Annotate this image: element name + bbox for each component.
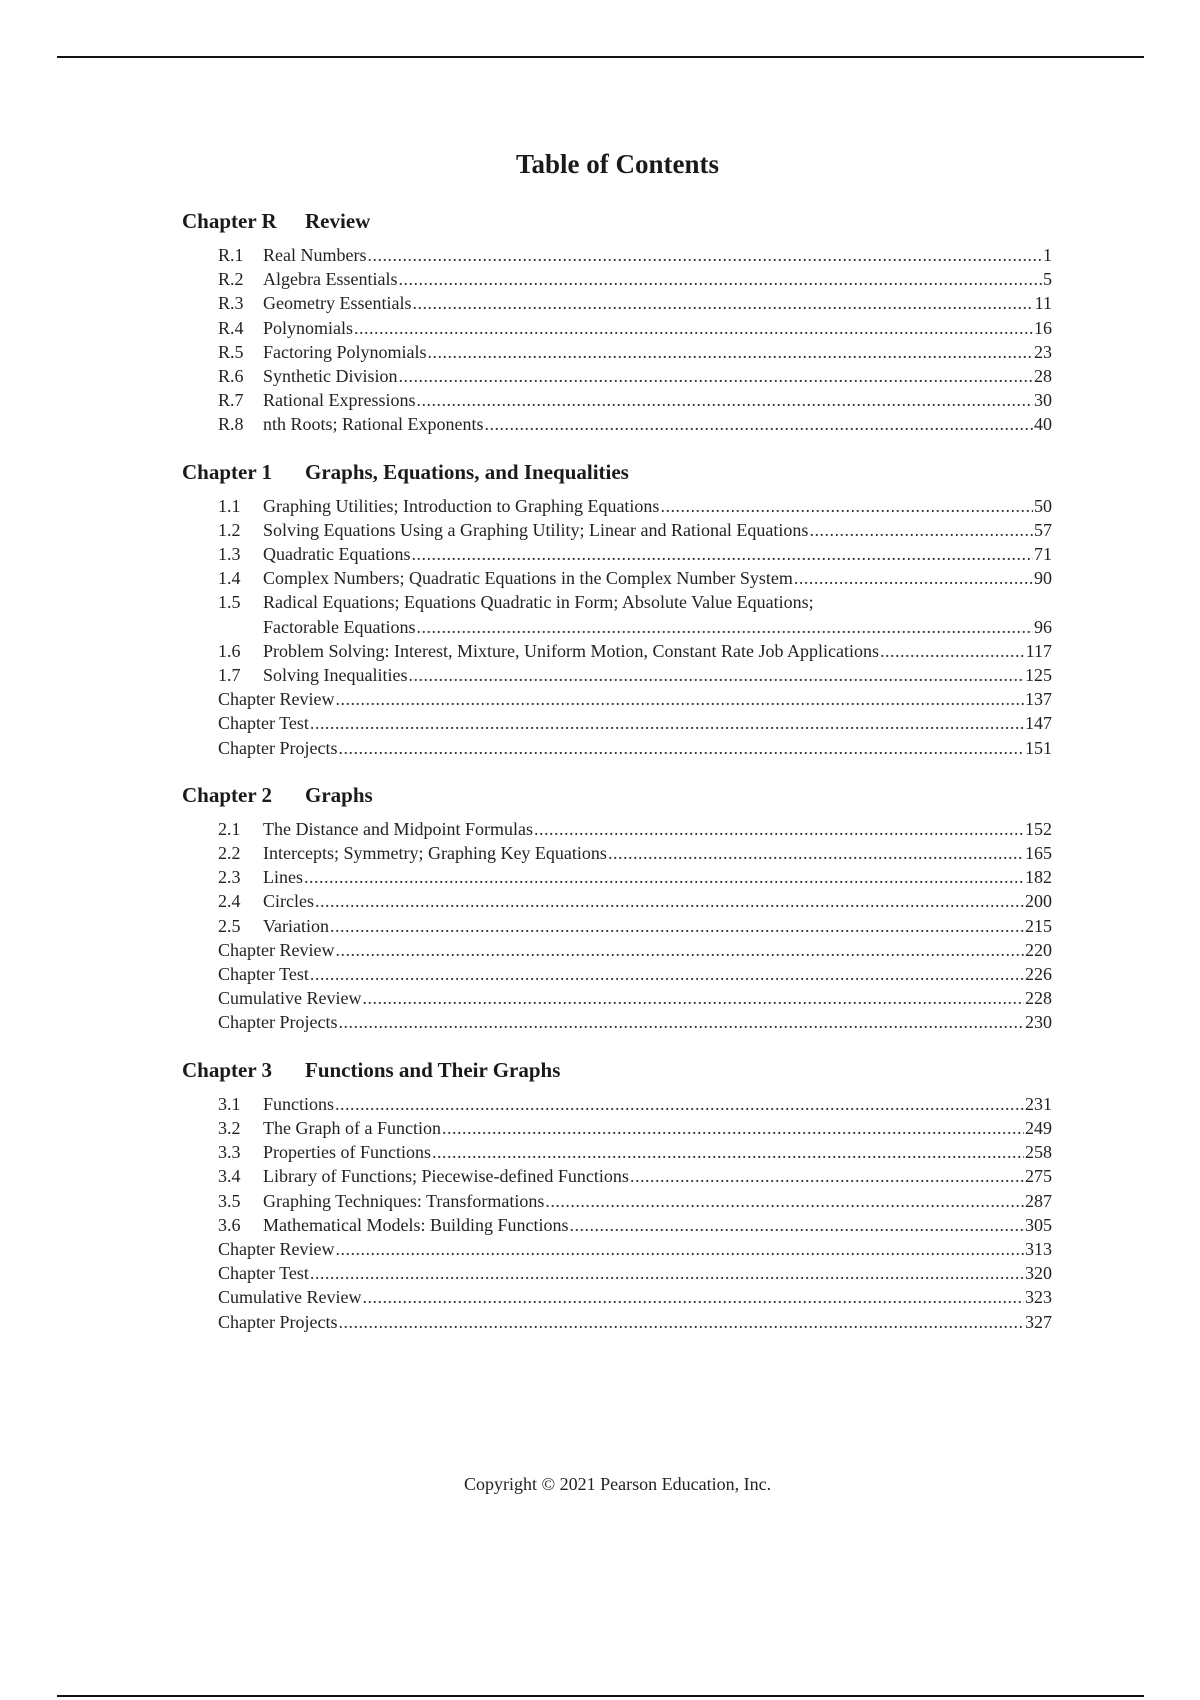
toc-entry[interactable]	[218, 865, 1052, 889]
dot-leader	[428, 340, 1034, 364]
entry-second-line	[218, 615, 1052, 639]
entry-title: nth Roots; Rational Exponents	[263, 414, 484, 435]
toc-entry[interactable]	[218, 494, 1052, 518]
toc-entry[interactable]	[218, 316, 1052, 340]
dot-leader	[608, 841, 1024, 865]
toc-entry[interactable]	[218, 1116, 1052, 1140]
entry-title: Cumulative Review	[218, 988, 362, 1009]
entry-page: 226	[1025, 964, 1052, 985]
entry-title: Solving Equations Using a Graphing Utility; Linear and Rational Equations	[263, 519, 809, 540]
entry-number: 1.7	[218, 665, 241, 686]
entry-page: 182	[1025, 867, 1052, 888]
entry-title: Graphing Utilities; Introduction to Graphing Equations	[263, 495, 660, 516]
entry-title: Geometry Essentials	[263, 293, 412, 314]
dot-leader	[354, 316, 1033, 340]
chapter-entries	[182, 243, 1052, 437]
toc-entry[interactable]	[218, 1285, 1052, 1309]
toc-entry[interactable]	[218, 1164, 1052, 1188]
entry-number: 2.2	[218, 843, 241, 864]
entry-title: Chapter Review	[218, 939, 335, 960]
entry-title: Solving Inequalities	[263, 665, 408, 686]
entry-title-continued: Factorable Equations	[263, 616, 416, 637]
entry-number: 3.6	[218, 1214, 241, 1235]
entry-title: Intercepts; Symmetry; Graphing Key Equations	[263, 843, 607, 864]
chapter-name: Graphs	[305, 782, 373, 807]
toc-entry[interactable]	[218, 1261, 1052, 1285]
toc-entry[interactable]	[218, 711, 1052, 735]
entry-page: 152	[1025, 818, 1052, 839]
entry-title: Complex Numbers; Quadratic Equations in the Complex Number System	[263, 568, 793, 589]
dot-leader	[315, 889, 1024, 913]
entry-title: The Distance and Midpoint Formulas	[263, 818, 533, 839]
toc-entry[interactable]	[218, 1189, 1052, 1213]
entry-title: Algebra Essentials	[263, 269, 398, 290]
entry-number: 2.3	[218, 867, 241, 888]
chapter-entries	[182, 494, 1052, 760]
entry-title: Lines	[263, 867, 303, 888]
copyright-notice: Copyright © 2021 Pearson Education, Inc.	[463, 1474, 772, 1494]
dot-leader	[310, 711, 1024, 735]
entry-title: Polynomials	[263, 317, 354, 338]
entry-number: 2.5	[218, 915, 241, 936]
entry-page: 11	[1034, 293, 1052, 314]
entry-title: Chapter Review	[218, 689, 335, 710]
toc-entry[interactable]	[218, 1140, 1052, 1164]
entry-title: Properties of Functions	[263, 1142, 431, 1163]
entry-page: 16	[1034, 317, 1052, 338]
toc-entry[interactable]	[218, 841, 1052, 865]
entry-number: 1.5	[218, 592, 241, 613]
entry-number: R.3	[218, 293, 244, 314]
entry-first-line	[218, 590, 1052, 614]
entry-page: 40	[1034, 414, 1052, 435]
entry-page: 258	[1025, 1142, 1052, 1163]
toc-entry[interactable]	[218, 542, 1052, 566]
dot-leader	[367, 243, 1042, 267]
chapter-heading	[182, 1052, 1052, 1088]
toc-entry[interactable]	[218, 291, 1052, 315]
entry-title: Chapter Test	[218, 964, 309, 985]
toc-entry[interactable]	[218, 962, 1052, 986]
dot-leader	[880, 639, 1025, 663]
dot-leader	[809, 518, 1033, 542]
entry-title: Variation	[263, 915, 329, 936]
dot-leader	[660, 494, 1033, 518]
entry-page: 323	[1025, 1287, 1052, 1308]
toc-entry[interactable]	[218, 889, 1052, 913]
entry-number: 3.5	[218, 1190, 241, 1211]
toc-entry[interactable]	[218, 590, 1052, 638]
chapter-heading	[182, 454, 1052, 490]
entry-title: Cumulative Review	[218, 1287, 362, 1308]
toc-entry[interactable]	[218, 566, 1052, 590]
dot-leader	[335, 1237, 1024, 1261]
toc-entry[interactable]	[218, 340, 1052, 364]
entry-title: Library of Functions; Piecewise-defined Functions	[263, 1166, 629, 1187]
entry-number: 2.1	[218, 818, 241, 839]
chapter-entries	[182, 817, 1052, 1035]
toc-entry[interactable]	[218, 938, 1052, 962]
entry-number: 3.1	[218, 1093, 241, 1114]
entry-title: Chapter Projects	[218, 737, 338, 758]
entry-number: 1.1	[218, 495, 241, 516]
dot-leader	[545, 1189, 1024, 1213]
toc-entry[interactable]	[218, 687, 1052, 711]
dot-leader	[399, 364, 1034, 388]
toc-entry[interactable]	[218, 388, 1052, 412]
chapter-label: Chapter 2	[182, 782, 273, 807]
chapter-r	[182, 203, 1052, 437]
dot-leader	[794, 566, 1033, 590]
entry-number: R.7	[218, 390, 244, 411]
entry-title: Quadratic Equations	[263, 544, 411, 565]
dot-leader	[411, 542, 1033, 566]
entry-page: 230	[1025, 1012, 1052, 1033]
entry-number: R.8	[218, 414, 244, 435]
entry-number: 3.4	[218, 1166, 241, 1187]
toc-entry[interactable]	[218, 412, 1052, 436]
toc-entry[interactable]	[218, 663, 1052, 687]
entry-number: 1.4	[218, 568, 241, 589]
chapter-heading	[182, 203, 1052, 239]
toc-entry[interactable]	[218, 817, 1052, 841]
entry-title: Problem Solving: Interest, Mixture, Uniform Motion, Constant Rate Job Applications	[263, 640, 879, 661]
dot-leader	[338, 736, 1024, 760]
entry-page: 215	[1025, 915, 1052, 936]
dot-leader	[335, 938, 1024, 962]
entry-number: 3.3	[218, 1142, 241, 1163]
dot-leader	[398, 267, 1042, 291]
dot-leader	[416, 388, 1033, 412]
entry-page: 228	[1025, 988, 1052, 1009]
dot-leader	[310, 1261, 1024, 1285]
entry-page: 287	[1025, 1190, 1052, 1211]
entry-page: 327	[1025, 1311, 1052, 1332]
entry-number: R.5	[218, 341, 244, 362]
toc-entry[interactable]	[218, 1010, 1052, 1034]
entry-page: 5	[1043, 269, 1052, 290]
toc-entry[interactable]	[218, 914, 1052, 938]
entry-title: Graphing Techniques: Transformations	[263, 1190, 545, 1211]
chapter-2	[182, 777, 1052, 1035]
entry-page: 151	[1025, 737, 1052, 758]
entry-page: 96	[1034, 616, 1052, 637]
toc-entry[interactable]	[218, 518, 1052, 542]
chapter-heading	[182, 777, 1052, 813]
entry-title: Factoring Polynomials	[263, 341, 427, 362]
entry-page: 231	[1025, 1093, 1052, 1114]
chapter-1	[182, 454, 1052, 760]
entry-title: Mathematical Models: Building Functions	[263, 1214, 569, 1235]
toc-entry[interactable]	[218, 364, 1052, 388]
toc-entry[interactable]	[218, 1310, 1052, 1334]
entry-title: Chapter Projects	[218, 1311, 338, 1332]
dot-leader	[416, 615, 1033, 639]
dot-leader	[310, 962, 1024, 986]
chapter-name: Review	[305, 209, 371, 233]
dot-leader	[569, 1213, 1024, 1237]
entry-number: R.2	[218, 269, 244, 290]
entry-page: 1	[1043, 245, 1052, 265]
dot-leader	[630, 1164, 1024, 1188]
dot-leader	[335, 687, 1024, 711]
entry-number: R.4	[218, 317, 244, 338]
entry-page: 125	[1025, 665, 1052, 686]
entry-page: 147	[1025, 713, 1052, 734]
dot-leader	[338, 1010, 1024, 1034]
chapter-3	[182, 1052, 1052, 1334]
entry-number: 1.2	[218, 519, 241, 540]
entry-page: 57	[1034, 519, 1052, 540]
entry-page: 275	[1025, 1166, 1052, 1187]
entry-title: Rational Expressions	[263, 390, 416, 411]
entry-title: The Graph of a Function	[263, 1117, 441, 1138]
dot-leader	[338, 1310, 1024, 1334]
entry-number: R.6	[218, 366, 244, 387]
entry-title: Real Numbers	[263, 245, 367, 265]
chapter-name: Graphs, Equations, and Inequalities	[305, 459, 629, 484]
toc-entry[interactable]	[218, 986, 1052, 1010]
entry-number: 1.6	[218, 640, 241, 661]
entry-number: 2.4	[218, 891, 241, 912]
dot-leader	[330, 914, 1024, 938]
chapter-entries	[182, 1092, 1052, 1334]
entry-page: 249	[1025, 1117, 1052, 1138]
chapter-label: Chapter 1	[182, 459, 273, 484]
top-rule	[57, 56, 1144, 58]
entry-page: 320	[1025, 1263, 1052, 1284]
dot-leader	[485, 412, 1034, 436]
entry-page: 200	[1025, 891, 1052, 912]
entry-page: 50	[1034, 495, 1052, 516]
toc-entry[interactable]	[218, 243, 1052, 267]
entry-page: 23	[1034, 341, 1052, 362]
entry-title: Chapter Projects	[218, 1012, 338, 1033]
entry-title: Functions	[263, 1093, 335, 1114]
entry-title: Chapter Review	[218, 1238, 335, 1259]
chapter-label: Chapter 3	[182, 1057, 273, 1082]
entry-page: 137	[1025, 689, 1052, 710]
toc-entry[interactable]	[218, 639, 1052, 663]
bottom-rule	[57, 1695, 1144, 1697]
entry-title: Radical Equations; Equations Quadratic in Form; Absolute Value Equations;	[263, 592, 814, 613]
dot-leader	[304, 865, 1024, 889]
chapter-label: Chapter R	[182, 209, 277, 233]
entry-page: 117	[1025, 640, 1052, 661]
entry-number: 1.3	[218, 544, 241, 565]
entry-title: Circles	[263, 891, 314, 912]
entry-title: Chapter Test	[218, 1263, 309, 1284]
entry-page: 220	[1025, 939, 1052, 960]
dot-leader	[412, 291, 1033, 315]
toc-entry[interactable]	[218, 1092, 1052, 1116]
entry-title: Synthetic Division	[263, 366, 398, 387]
entry-number: 3.2	[218, 1117, 241, 1138]
entry-page: 90	[1034, 568, 1052, 589]
toc-entry[interactable]	[218, 1213, 1052, 1237]
entry-title: Chapter Test	[218, 713, 309, 734]
entry-page: 28	[1034, 366, 1052, 387]
chapter-name: Functions and Their Graphs	[305, 1057, 561, 1082]
entry-page: 165	[1025, 843, 1052, 864]
toc-entry[interactable]	[218, 736, 1052, 760]
toc-entry[interactable]	[218, 267, 1052, 291]
dot-leader	[534, 817, 1024, 841]
dot-leader	[362, 1285, 1024, 1309]
dot-leader	[362, 986, 1024, 1010]
dot-leader	[432, 1140, 1024, 1164]
table-of-contents	[182, 203, 1052, 1351]
dot-leader	[408, 663, 1024, 687]
entry-page: 313	[1025, 1238, 1052, 1259]
entry-page: 305	[1025, 1214, 1052, 1235]
dot-leader	[442, 1116, 1024, 1140]
entry-page: 30	[1034, 390, 1052, 411]
toc-entry[interactable]	[218, 1237, 1052, 1261]
entry-number: R.1	[218, 245, 244, 265]
entry-page: 71	[1034, 544, 1052, 565]
page-title: Table of Contents	[515, 149, 720, 179]
dot-leader	[335, 1092, 1024, 1116]
